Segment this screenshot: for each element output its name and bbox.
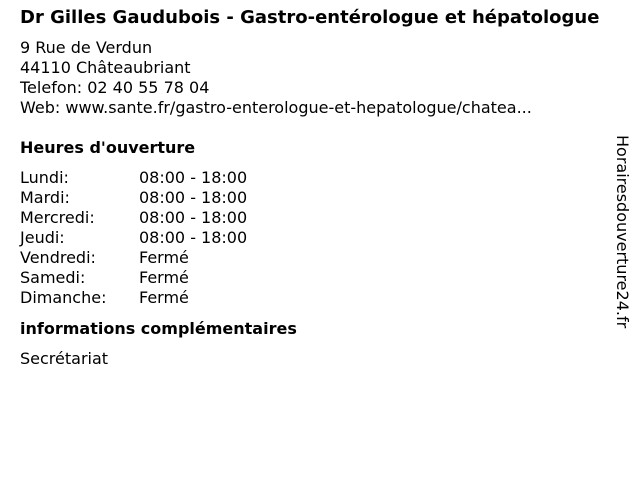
practice-card <box>20 8 600 369</box>
day-label: Dimanche: <box>20 288 107 307</box>
opening-hours-heading: Heures d'ouverture <box>20 138 196 157</box>
time-value: Fermé <box>139 248 189 267</box>
day-label: Mardi: <box>20 188 70 207</box>
hours-row-friday <box>20 248 600 268</box>
time-value: 08:00 - 18:00 <box>139 228 248 247</box>
time-value: Fermé <box>139 288 189 307</box>
day-label: Mercredi: <box>20 208 95 227</box>
time-value: Fermé <box>139 268 189 287</box>
day-label: Lundi: <box>20 168 69 187</box>
day-label: Jeudi: <box>20 228 65 247</box>
time-value: 08:00 - 18:00 <box>139 188 248 207</box>
brand-watermark: Horairesdouverture24.fr <box>613 135 632 329</box>
phone-number[interactable]: Telefon: 02 40 55 78 04 <box>20 78 210 97</box>
city-address: 44110 Châteaubriant <box>20 58 191 77</box>
additional-info-text: Secrétariat <box>20 349 109 368</box>
hours-row-saturday <box>20 268 600 288</box>
practice-name: Dr Gilles Gaudubois - Gastro-entérologue et hépatologue <box>20 7 600 28</box>
time-value: 08:00 - 18:00 <box>139 168 248 187</box>
additional-info-heading: informations complémentaires <box>20 319 297 338</box>
address-block <box>20 38 600 118</box>
hours-row-monday <box>20 168 600 188</box>
street-address: 9 Rue de Verdun <box>20 38 153 57</box>
day-label: Samedi: <box>20 268 86 287</box>
time-value: 08:00 - 18:00 <box>139 208 248 227</box>
hours-row-thursday <box>20 228 600 248</box>
hours-row-tuesday <box>20 188 600 208</box>
opening-hours-table <box>20 168 600 308</box>
hours-row-sunday <box>20 288 600 308</box>
hours-row-wednesday <box>20 208 600 228</box>
website-link[interactable]: Web: www.sante.fr/gastro-enterologue-et-hepatologue/chatea... <box>20 98 532 117</box>
day-label: Vendredi: <box>20 248 96 267</box>
